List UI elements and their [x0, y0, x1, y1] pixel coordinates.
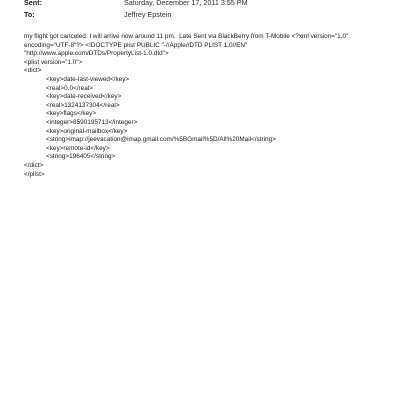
to-row	[24, 8, 384, 20]
body-line: <real>1324137304</real>	[46, 101, 120, 109]
body-line: <key>date-received</key>	[46, 93, 122, 101]
body-line: </dict>	[24, 161, 44, 169]
body-line: "http://www.apple.com/DTDs/PropertyList-1.0.dtd">	[24, 50, 169, 58]
to-value: Jeffrey Epstein	[124, 9, 172, 19]
body-line: </plist>	[24, 170, 45, 178]
body-line: <string>196405</string>	[46, 153, 116, 161]
body-line: <key>remote-id</key>	[46, 144, 110, 152]
sent-value: Saturday, December 17, 2011 3:55 PM	[124, 0, 248, 7]
body-line: <key>date-last-viewed</key>	[46, 75, 130, 83]
body-line: <plist version="1.0">	[24, 58, 83, 66]
body-line: <dict>	[24, 67, 42, 75]
body-line: my flight got canceled. I will arrive now around 11 pm. Late Sent via BlackBerry from T-Mobile <?xml version="1.0"	[24, 33, 349, 40]
email-header	[24, 0, 384, 20]
body-line: <real>0.0</real>	[46, 84, 93, 92]
sent-label: Sent:	[24, 0, 42, 7]
body-line: <integer>8590195713</integer>	[46, 118, 138, 126]
to-label: To:	[24, 9, 35, 19]
body-line: <string>imap://jeevacation@imap.gmail.com/%5BGmail%5D/All%20Mail</string>	[46, 136, 276, 144]
email-body	[24, 33, 384, 179]
body-line: <key>original-mailbox</key>	[46, 127, 128, 135]
body-line: encoding="UTF-8"?> <!DOCTYPE plist PUBLIC "-//Apple//DTD PLIST 1.0//EN"	[24, 41, 248, 49]
body-line: <key>flags</key>	[46, 110, 97, 118]
sent-row	[24, 0, 384, 8]
